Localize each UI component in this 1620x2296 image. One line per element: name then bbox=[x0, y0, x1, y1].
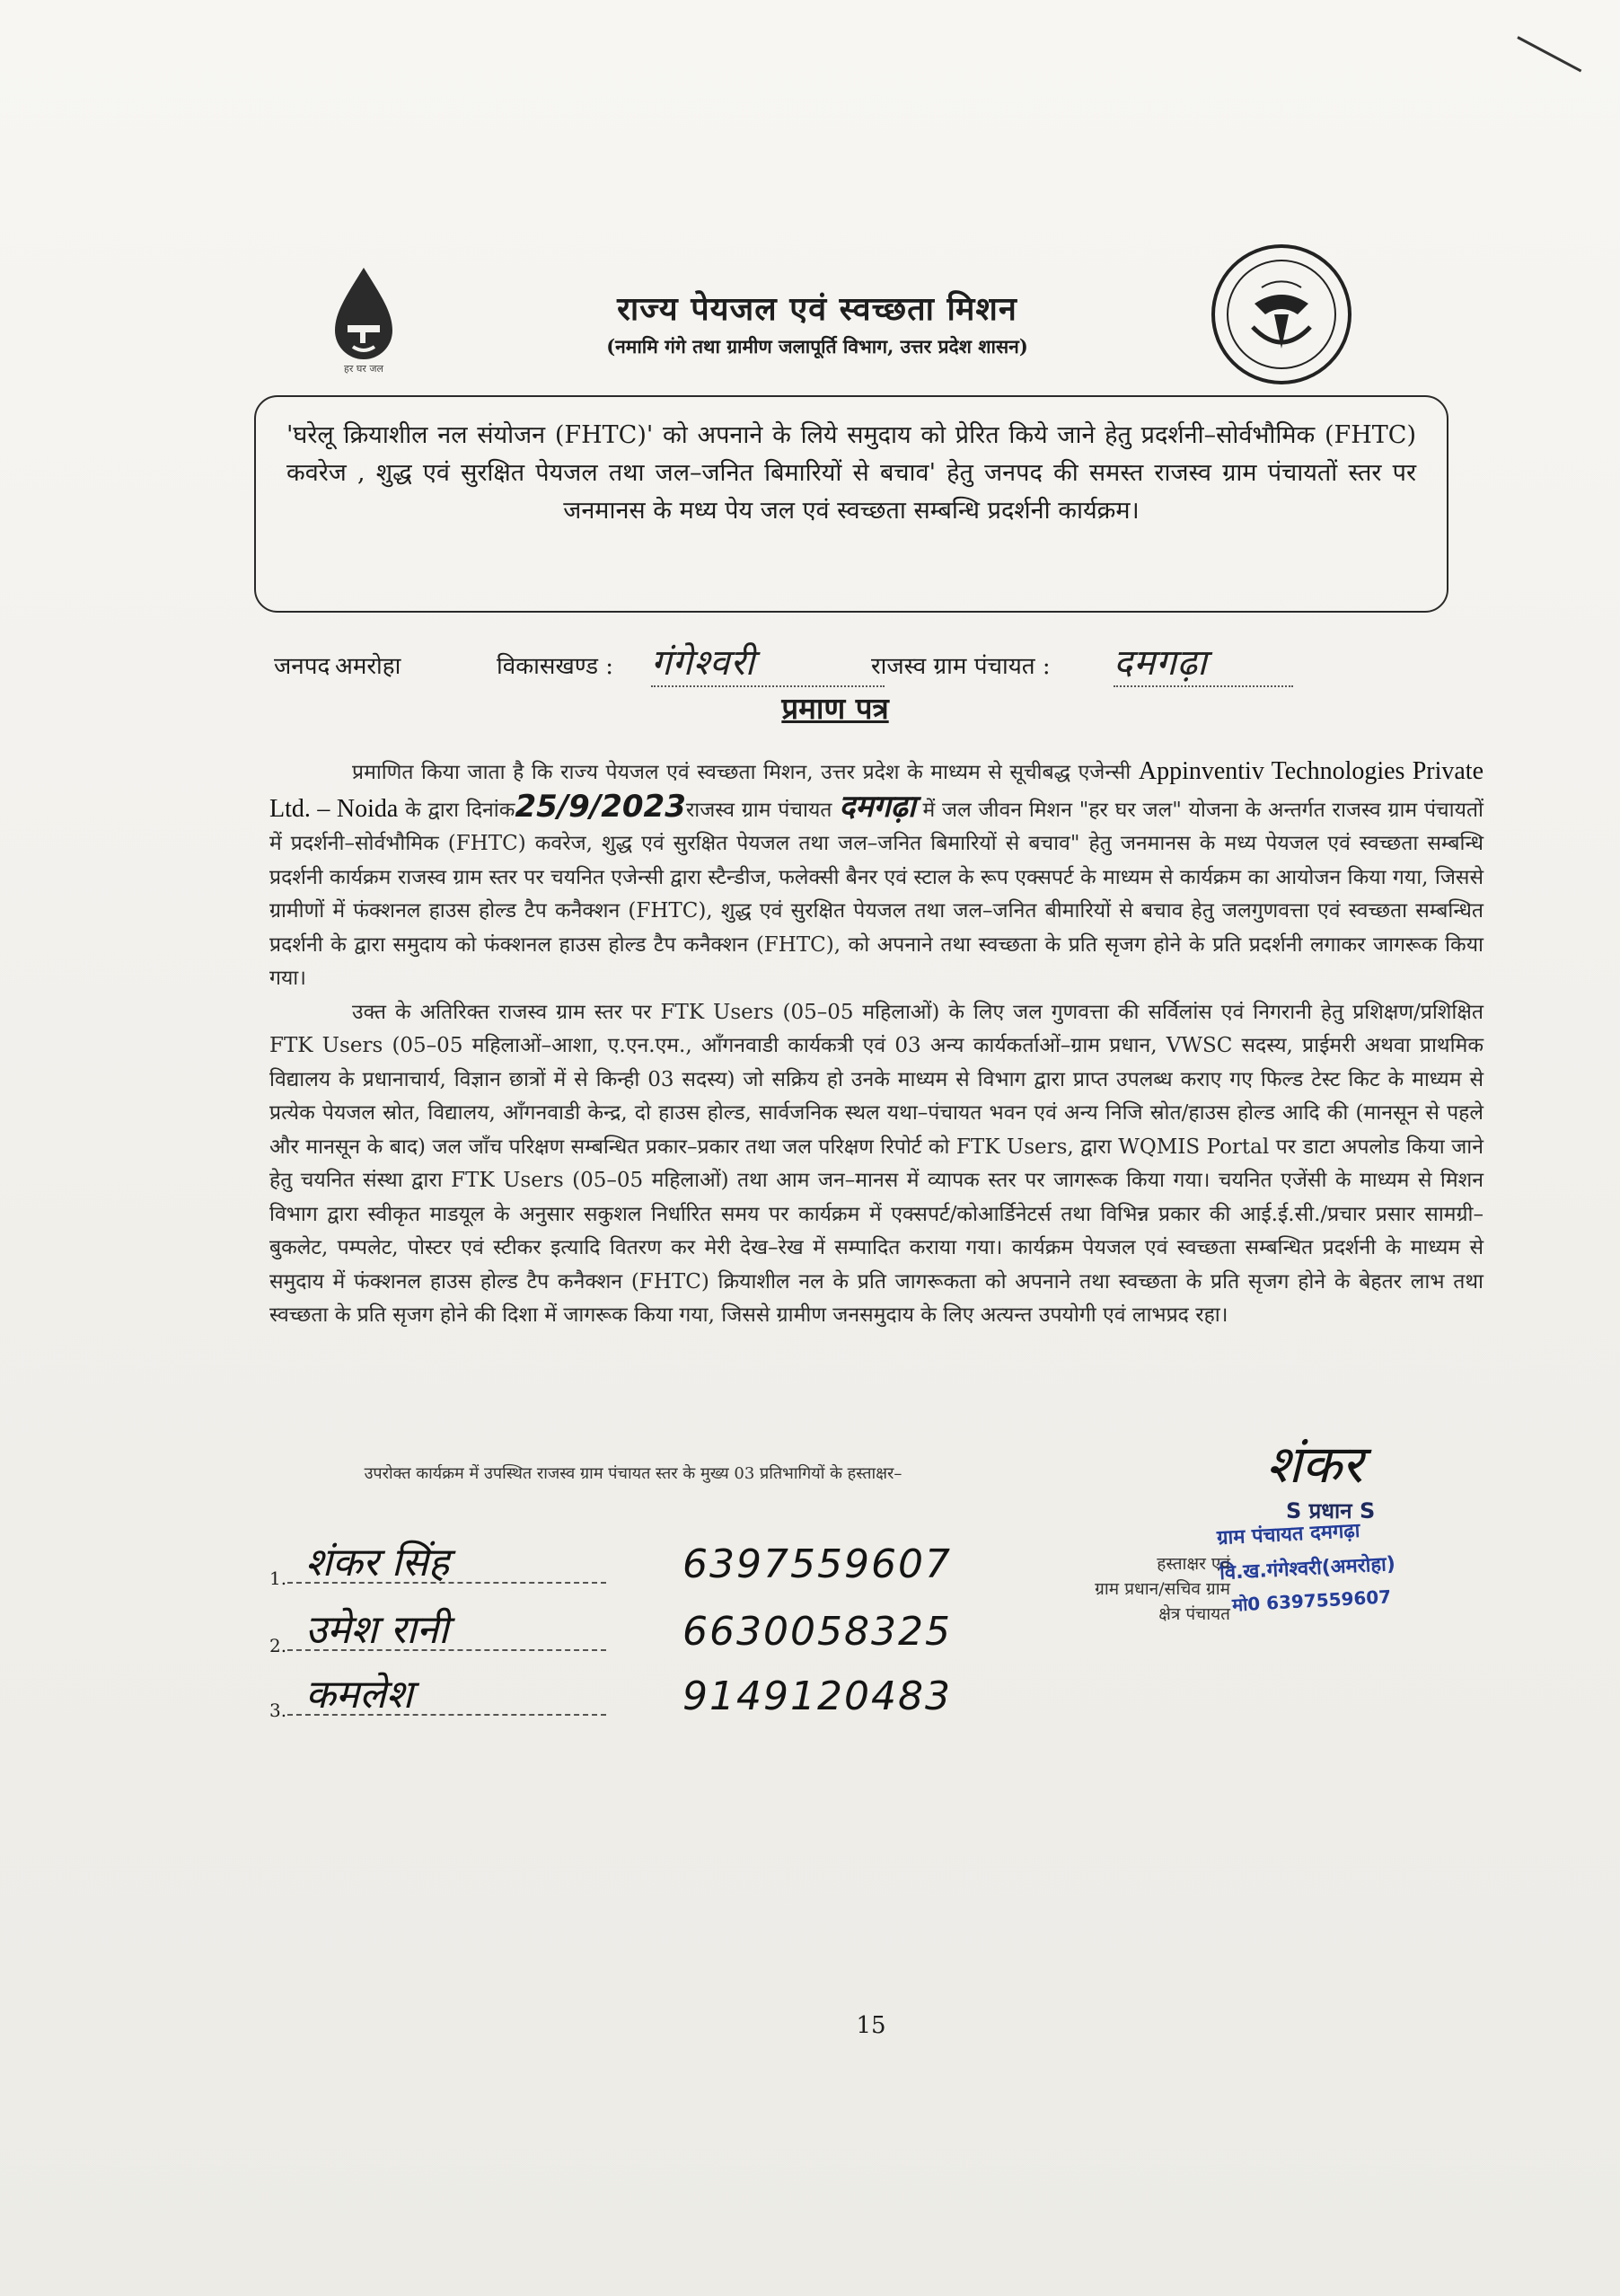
paragraph-1 bbox=[269, 755, 1484, 996]
har-ghar-jal-logo bbox=[310, 261, 418, 386]
location-fields bbox=[274, 636, 1486, 690]
p1-part-c: राजस्व ग्राम पंचायत bbox=[685, 798, 832, 822]
pradhan-stamp-line: ग्राम पंचायत दमगढ़ा bbox=[1216, 1519, 1360, 1550]
up-government-emblem bbox=[1208, 241, 1356, 389]
signature-phone: 6630058325 bbox=[682, 1609, 952, 1655]
certificate-title: प्रमाण पत्र bbox=[781, 691, 889, 726]
representatives-note: उपरोक्त कार्यक्रम में उपस्थित राजस्व ग्राम पंचायत स्तर के मुख्य 03 प्रतिभागियों के हस्ताक्षर– bbox=[364, 1464, 902, 1483]
p1-part-a: प्रमाणित किया जाता है कि राज्य पेयजल एवं स्वच्छता मिशन, उत्तर प्रदेश के माध्यम से सूचीबद्ध एजेन्सी bbox=[352, 761, 1131, 784]
p1-part-b: के द्वारा दिनांक bbox=[405, 798, 515, 822]
p1-part-d: में जल जीवन मिशन "हर घर जल" योजना के अन्तर्गत राजस्व ग्राम पंचायतों में प्रदर्शनी–सोर्वभौमिक (FHTC) कवरेज, शुद्ध एवं सुरक्षित पेयजल तथा जल–जनित बिमारियों से बचाव" हेतु जनमानस के मध्य पेयजल एवं स्वच्छता सम्बन्धि प्रदर्शनी कार्यक्रम राजस्व ग्राम स्तर पर चयनित एजेन्सी द्वारा स्टैन्डीज, फलेक्सी बैनर एवं स्टाल के रूप एक्सपर्ट के माध्यम से कार्यक्रम का आयोजन किया गया, जिससे ग्रामीणों में फंक्शनल हाउस होल्ड टैप कनैक्शन (FHTC), शुद्ध एवं सुरक्षित पेयजल तथा जल–जनित बीमारियों से बचाव हेतु जलगुणवत्ता एवं स्वच्छता सम्बन्धित प्रदर्शनी के द्वारा समुदाय को फंक्शनल हाउस होल्ड टैप कनैक्शन (FHTC), को अपनाने तथा स्वच्छता के प्रति सृजग होने के प्रति प्रदर्शनी लगाकर जागरूक किया गया। bbox=[269, 798, 1484, 990]
pradhan-label: हस्ताक्षर एवं bbox=[1157, 1554, 1230, 1574]
program-date: 25/9/2023 bbox=[515, 788, 686, 825]
signature-name: उमेश रानी bbox=[305, 1607, 449, 1653]
pradhan-stamp-title: S प्रधान S bbox=[1286, 1498, 1376, 1523]
block-label: विकासखण्ड : bbox=[497, 653, 614, 680]
panchayat-label: राजस्व ग्राम पंचायत : bbox=[871, 653, 1051, 680]
paragraph-2: उक्त के अतिरिक्त राजस्व ग्राम स्तर पर FTK Users (05–05 महिलाओं) के लिए जल गुणवत्ता की सर्विलांस एवं निगरानी हेतु प्रशिक्षण/प्रशिक्षित FTK Users (05–05 महिलाओं–आशा, ए.एन.एम., आँगनवाडी कार्यकत्री एवं 03 अन्य कार्यकर्ताओं–ग्राम प्रधान, VWSC सदस्य, प्राईमरी अथवा प्राथमिक विद्यालय के प्रधानाचार्य, विज्ञान छात्रों में से किन्ही 03 सदस्य) जो सक्रिय हो उनके माध्यम से विभाग द्वारा प्राप्त उपलब्ध कराए गए फिल्ड टेस्ट किट के माध्यम से प्रत्येक पेयजल स्रोत, विद्यालय, आँगनवाडी केन्द्र, दो हाउस होल्ड, सार्वजनिक स्थल यथा–पंचायत भवन एवं अन्य निजि स्रोत/हाउस होल्ड आदि की (मानसून से पहले और मानसून के बाद) जल जाँच परिक्षण सम्बन्धित प्रकार–प्रकार तथा जल परिक्षण रिपोर्ट को FTK Users, द्वारा WQMIS Portal पर डाटा अपलोड किया जाने हेतु चयनित संस्था द्वारा FTK Users (05–05 महिलाओं) तथा आम जन–मानस में व्यापक स्तर पर जागरूक किया गया। चयनित एजेंसी के माध्यम से मिशन विभाग द्वारा स्वीकृत माडयूल के अनुसार सकुशल निर्धारित समय पर कार्यक्रम में एक्सपर्ट/कोआर्डिनेटर्स तथा विभिन्न प्रकार की आई.ई.सी./प्रचार प्रसार सामग्री–बुकलेट, पम्पलेट, पोस्टर एवं स्टीकर इत्यादि वितरण कर मेरी देख–रेख में सम्पादित कराया गया। कार्यक्रम पेयजल एवं स्वच्छता सम्बन्धित प्रदर्शनी के माध्यम से समुदाय में फंक्शनल हाउस होल्ड टैप कनैक्शन (FHTC) क्रियाशील नल के प्रति जागरूकता को अपनाने तथा स्वच्छता के प्रति सृजग होने के बेहतर लाभ तथा स्वच्छता के प्रति सृजग होने की दिशा में जागरूक किया गया, जिससे ग्रामीण जनसमुदाय के लिए अत्यन्त उपयोगी एवं लाभप्रद रहा। bbox=[269, 1000, 1484, 1327]
signature-phone: 9149120483 bbox=[682, 1673, 952, 1719]
signature-name: शंकर सिंह bbox=[305, 1540, 450, 1585]
signature-number: 3. bbox=[269, 1700, 287, 1721]
signature-row bbox=[269, 1608, 1078, 1662]
pen-mark bbox=[1517, 36, 1581, 72]
signature-row bbox=[269, 1673, 1078, 1726]
program-description: 'घरेलू क्रियाशील नल संयोजन (FHTC)' को अपनाने के लिये समुदाय को प्रेरित किये जाने हेतु प्रदर्शनी–सोर्वभौमिक (FHTC) कवरेज , शुद्ध एवं सुरक्षित पेयजल तथा जल–जनित बिमारियों से बचाव' हेतु जनपद की समस्त राजस्व ग्राम पंचायतों स्तर पर जनमानस के मध्य पेय जल एवं स्वच्छता सम्बन्धि प्रदर्शनी कार्यक्रम। bbox=[286, 421, 1416, 525]
certificate-body bbox=[269, 755, 1484, 1333]
pradhan-label: ग्राम प्रधान/सचिव ग्राम bbox=[1095, 1579, 1230, 1599]
svg-text:हर घर जल: हर घर जल bbox=[344, 363, 383, 375]
signature-number: 1. bbox=[269, 1567, 287, 1589]
page-number: 15 bbox=[856, 2012, 886, 2039]
district-label: जनपद bbox=[274, 653, 330, 680]
org-subtitle: (नमामि गंगे तथा ग्रामीण जलापूर्ति विभाग, उत्तर प्रदेश शासन) bbox=[606, 335, 1028, 358]
signature-name: कमलेश bbox=[305, 1672, 413, 1718]
pradhan-label: क्षेत्र पंचायत bbox=[1158, 1604, 1230, 1624]
district-value: अमरोहा bbox=[335, 653, 401, 680]
signature-row bbox=[269, 1541, 1078, 1594]
org-title: राज्य पेयजल एवं स्वच्छता मिशन bbox=[617, 290, 1017, 328]
signature-number: 2. bbox=[269, 1635, 287, 1656]
panchayat-value: दमगढ़ा bbox=[1114, 636, 1293, 687]
program-description-box bbox=[254, 395, 1448, 613]
pradhan-stamp-line: वि.ख.गंगेश्वरी(अमरोहा) bbox=[1219, 1552, 1396, 1585]
block-value: गंगेश्वरी bbox=[651, 636, 885, 687]
agency-name: Appinventiv Technologies Private Ltd. – Noida bbox=[269, 757, 1484, 823]
pradhan-signature: शंकर bbox=[1266, 1434, 1363, 1495]
program-village: दमगढ़ा bbox=[839, 788, 916, 825]
pradhan-stamp-phone: मो0 6397559607 bbox=[1231, 1585, 1392, 1616]
signature-phone: 6397559607 bbox=[682, 1541, 952, 1587]
